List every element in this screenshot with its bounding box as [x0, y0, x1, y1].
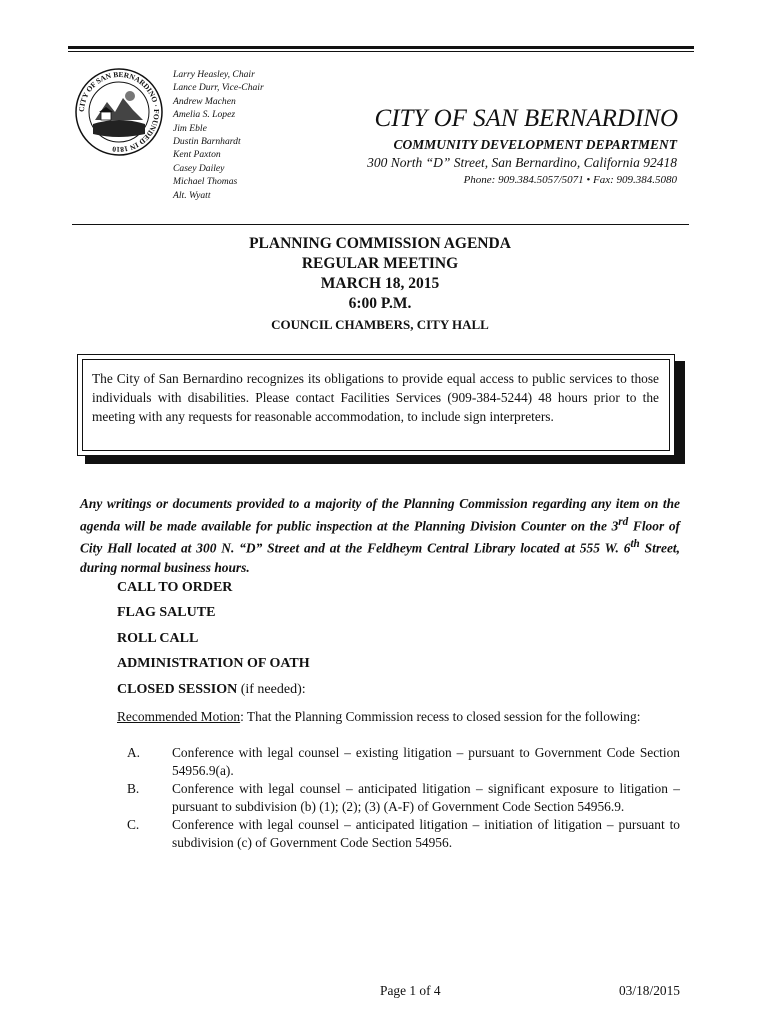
department-name: COMMUNITY DEVELOPMENT DEPARTMENT: [393, 137, 677, 152]
department-address: 300 North “D” Street, San Bernardino, California 92418: [367, 155, 677, 170]
member-name: Larry Heasley, Chair: [173, 69, 255, 80]
department-phone: Phone: 909.384.5057/5071 • Fax: 909.384.5080: [463, 174, 677, 186]
roll-call: ROLL CALL: [117, 631, 199, 646]
closed-session-items: [117, 744, 680, 852]
item-letter: A.: [127, 745, 141, 760]
item-letter: C.: [127, 817, 140, 832]
agenda-title: PLANNING COMMISSION AGENDA: [249, 235, 511, 252]
member-name: Casey Dailey: [173, 162, 225, 174]
item-text: Conference with legal counsel – existing litigation – pursuant to Government Code Section 54956.9(a).: [172, 745, 680, 778]
agenda-heading: [150, 234, 610, 336]
item-letter: B.: [127, 781, 140, 796]
member-name: Alt. Wyatt: [173, 189, 211, 201]
top-rule-thick: [68, 46, 694, 49]
closed-session-heading: [117, 681, 306, 699]
list-item: [117, 816, 680, 852]
writings-text: Street, during normal business hours.: [80, 540, 681, 575]
closed-session-note: (if needed):: [240, 682, 306, 697]
commission-members-list: [173, 68, 264, 202]
member-name: Lance Durr, Vice-Chair: [173, 82, 264, 94]
member-name: Amelia S. Lopez: [173, 109, 236, 121]
writings-text: Any writings or documents provided to a majority of the Planning Commission regarding any item on the agenda will be made available for public inspection at the Planning Division Counter on the 3: [80, 496, 680, 534]
meeting-time: 6:00 P.M.: [348, 295, 412, 312]
member-name: Michael Thomas: [173, 176, 238, 188]
meeting-date: MARCH 18, 2015: [320, 275, 440, 292]
city-title: CITY OF SAN BERNARDINO: [374, 105, 678, 132]
list-item: [117, 744, 680, 780]
accessibility-notice-box: [77, 354, 675, 456]
list-item: [117, 780, 680, 816]
top-rule-thin: [68, 51, 694, 52]
flag-salute: FLAG SALUTE: [117, 605, 216, 620]
item-text: Conference with legal counsel – anticipated litigation – initiation of litigation – pursuant to subdivision (c) of Government Code Section 54956.: [172, 817, 680, 850]
motion-label: Recommended Motion: [117, 709, 241, 724]
city-seal-icon: [75, 68, 163, 156]
motion-text: : That the Planning Commission recess to closed session for the following:: [240, 709, 641, 724]
meeting-location: COUNCIL CHAMBERS, CITY HALL: [271, 317, 489, 332]
meeting-type: REGULAR MEETING: [301, 255, 459, 272]
member-name: Dustin Barnhardt: [173, 136, 241, 148]
header-rule: [72, 224, 689, 225]
item-text: Conference with legal counsel – anticipated litigation – significant exposure to litigation – pursuant to subdivision (b) (1); (2); (3) (A-F) of Government Code Section 54956.9.: [172, 781, 680, 814]
member-name: Andrew Machen: [173, 95, 236, 107]
public-writings-statement: [80, 494, 680, 577]
svg-text:CITY OF SAN BERNARDINO · FOUND: CITY OF SAN BERNARDINO · FOUNDED IN 1810: [76, 69, 162, 155]
page-number: Page 1 of 4: [380, 983, 441, 998]
closed-session-label: CLOSED SESSION: [117, 682, 238, 697]
footer-date: 03/18/2015: [618, 983, 680, 998]
recommended-motion: [117, 708, 680, 726]
call-to-order: CALL TO ORDER: [117, 580, 233, 595]
writings-text: Floor of City Hall located at 300 N. “D” Street and at the Feldheym Central Library located at 555 W. 6: [80, 518, 681, 556]
superscript: th: [630, 538, 640, 551]
superscript: rd: [618, 516, 629, 528]
accessibility-notice-text: The City of San Bernardino recognizes its obligations to provide equal access to public services to those individuals with disabilities. Please contact Facilities Services (909-384-5244) 48 hours prior to the meeting with any requests for reasonable accommodation, to include sign interpreters.: [92, 371, 659, 424]
member-name: Jim Eble: [173, 122, 207, 134]
member-name: Kent Paxton: [173, 149, 221, 161]
administration-of-oath: ADMINISTRATION OF OATH: [117, 656, 310, 671]
